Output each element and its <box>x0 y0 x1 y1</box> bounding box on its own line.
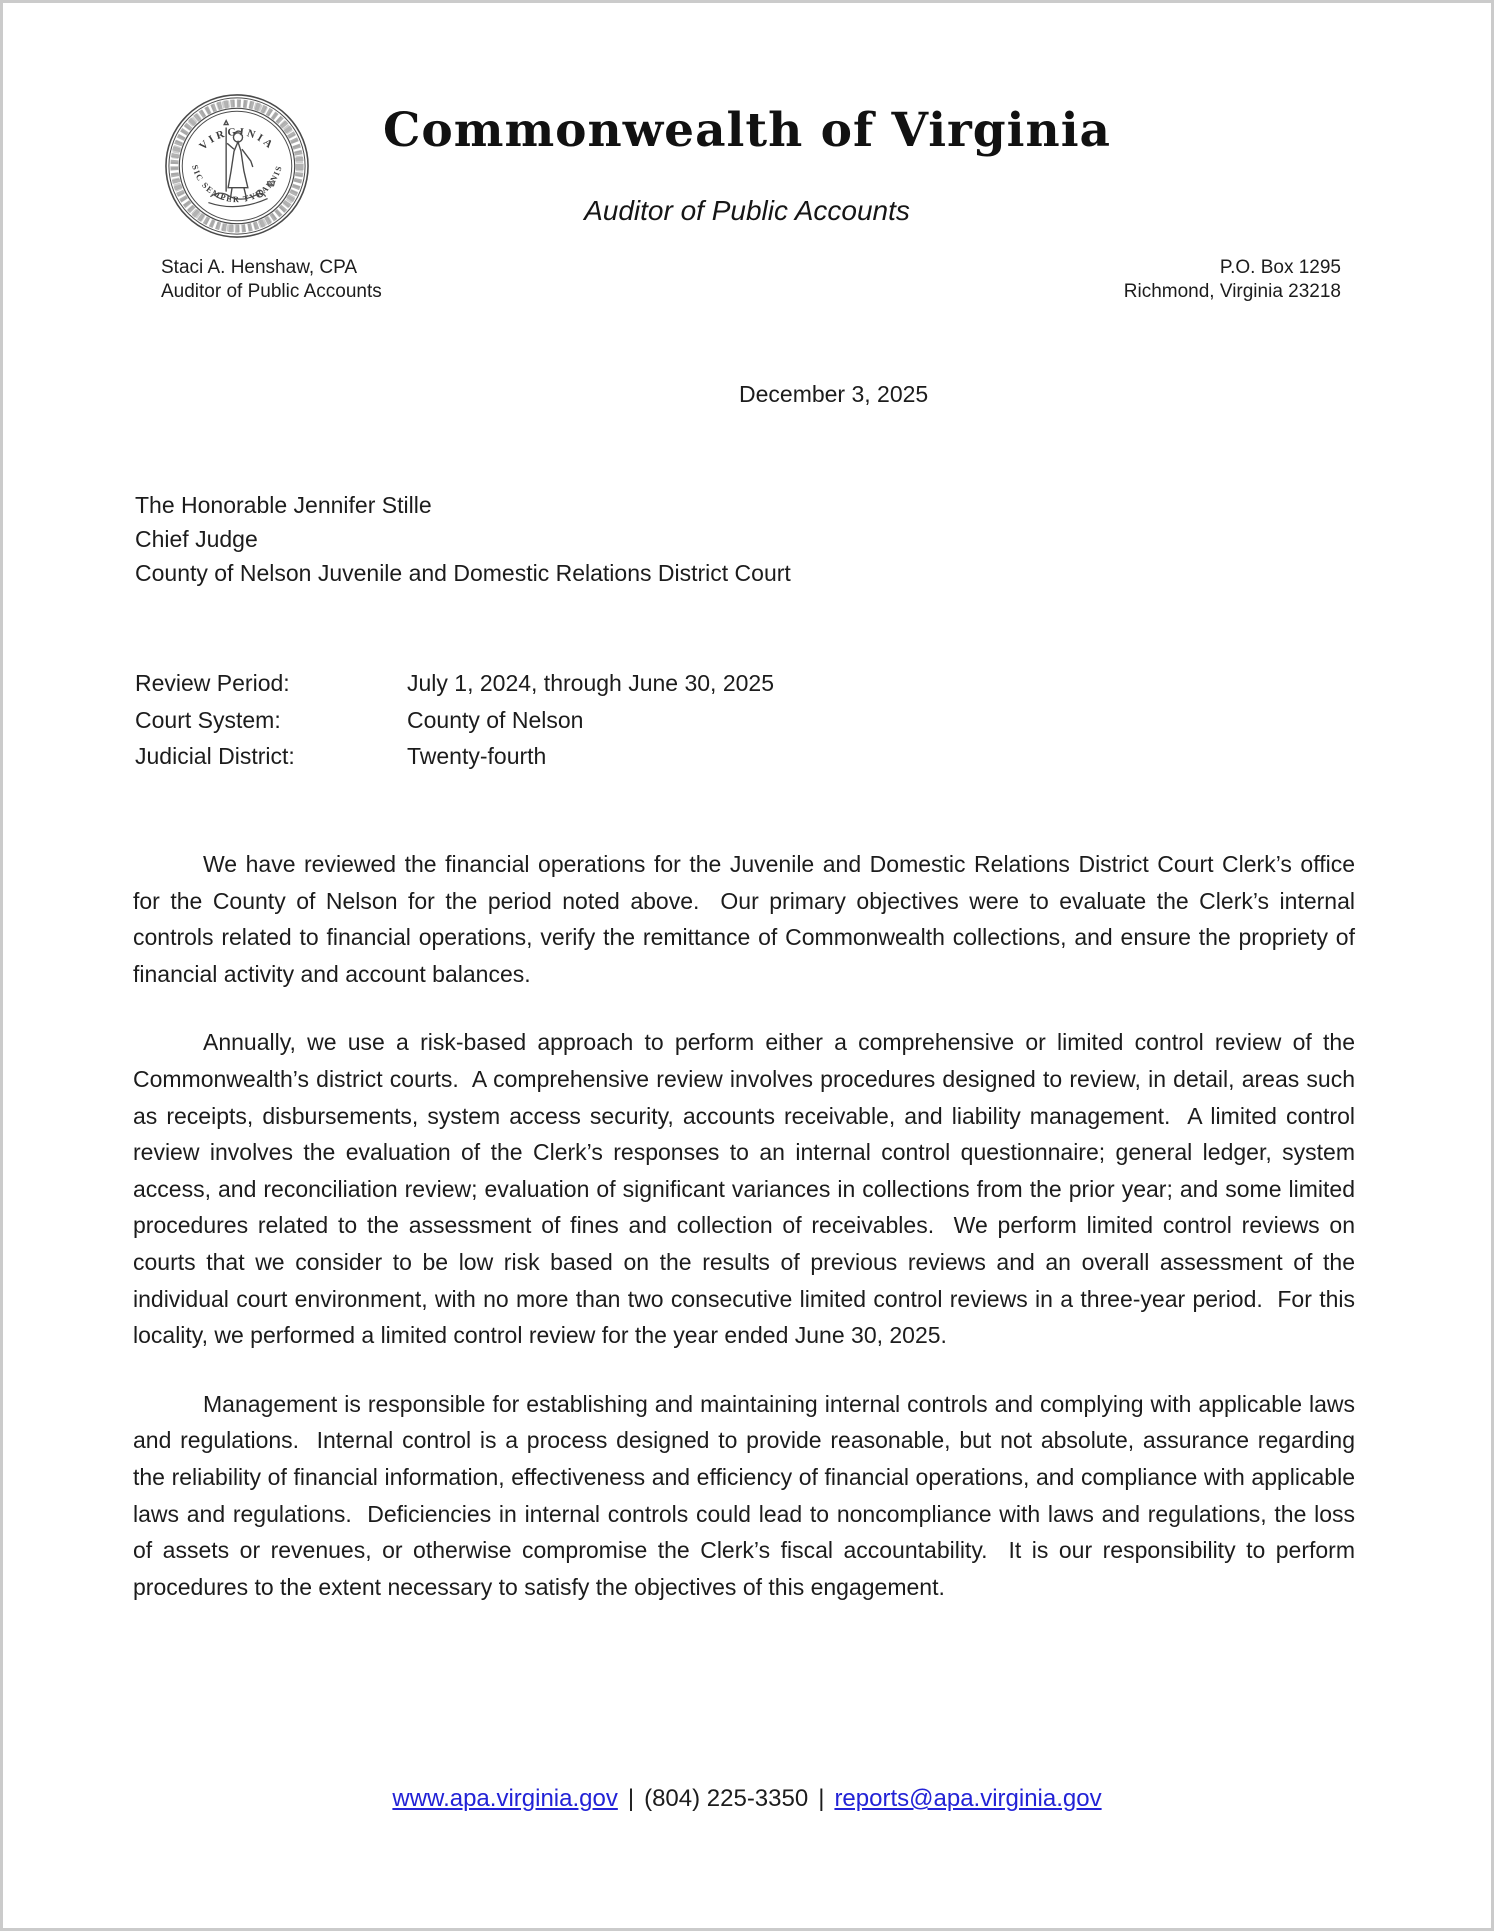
letterhead-title: Commonwealth of Virginia <box>382 103 1112 158</box>
recipient-name: The Honorable Jennifer Stille <box>135 492 432 518</box>
recipient-court: County of Nelson Juvenile and Domestic Relations District Court <box>135 560 791 586</box>
court-system-label: Court System: <box>135 706 281 733</box>
body-paragraph-3: Management is responsible for establishing and maintaining internal controls and complying with applicable laws and regulations. Internal control is a process designed to provide reasonable, but not absolute, assurance regarding the reliability of financial information, effectiveness and efficiency of financial operations, and compliance with applicable laws and regulations. Deficiencies in internal controls could lead to noncompliance with laws and regulations, the loss of assets or revenues, or otherwise compromise the Clerk’s fiscal accountability. It is our responsibility to perform procedures to the extent necessary to satisfy the objectives of this engagement. <box>133 1390 1362 1600</box>
letter-body <box>133 846 1362 1637</box>
body-paragraph-1: We have reviewed the financial operations for the Juvenile and Domestic Relations District Court Clerk’s office for the County of Nelson for the period noted above. Our primary objectives were to evaluate the Clerk’s internal controls related to financial operations, verify the remittance of Commonwealth collections, and ensure the propriety of financial activity and account balances. <box>133 851 1362 987</box>
recipient-title: Chief Judge <box>135 526 258 552</box>
footer-separator: | <box>627 1785 635 1812</box>
official-name: Staci A. Henshaw, CPA <box>161 257 358 278</box>
website-link[interactable]: www.apa.virginia.gov <box>392 1785 618 1812</box>
email-link[interactable]: reports@apa.virginia.gov <box>834 1785 1102 1812</box>
official-title: Auditor of Public Accounts <box>161 281 382 302</box>
review-period-value: July 1, 2024, through June 30, 2025 <box>407 670 775 696</box>
office-address-block <box>1124 256 1341 304</box>
review-info-block <box>135 665 774 775</box>
footer-separator: | <box>818 1785 825 1812</box>
judicial-district-label: Judicial District: <box>135 743 295 769</box>
po-box: P.O. Box 1295 <box>1219 257 1341 278</box>
judicial-district-value: Twenty-fourth <box>407 743 547 769</box>
seal-top-text: VIRGINIA <box>197 125 277 153</box>
review-period-label: Review Period: <box>135 670 290 696</box>
body-paragraph-2: Annually, we use a risk-based approach to perform either a comprehensive or limited control review of the Commonwealth’s district courts. A comprehensive review involves procedures designed to review, in detail, areas such as receipts, disbursements, system access security, accounts receivable, and liability management. A limited control review involves the evaluation of the Clerk’s responses to an internal control questionnaire; general ledger, system access, and reconciliation review; evaluation of significant variances in collections from the prior year; and some limited procedures related to the assessment of fines and collection of receivables. We perform limited control reviews on courts that we consider to be low risk based on the results of previous reviews and an overall assessment of the individual court environment, with no more than two consecutive limited control reviews in a three-year period. For this locality, we performed a limited control review for the year ended June 30, 2025. <box>133 1029 1362 1349</box>
seal-bottom-text: SIC SEMPER TYRANNIS <box>190 163 284 205</box>
letter-footer <box>3 1785 1491 1813</box>
recipient-block <box>135 488 791 590</box>
court-system-value: County of Nelson <box>407 706 584 733</box>
letter-date: December 3, 2025 <box>739 381 929 407</box>
official-contact-block <box>161 256 382 304</box>
letterhead-subtitle: Auditor of Public Accounts <box>584 195 910 226</box>
phone-number: (804) 225-3350 <box>644 1785 809 1812</box>
city-state-zip: Richmond, Virginia 23218 <box>1123 281 1341 302</box>
